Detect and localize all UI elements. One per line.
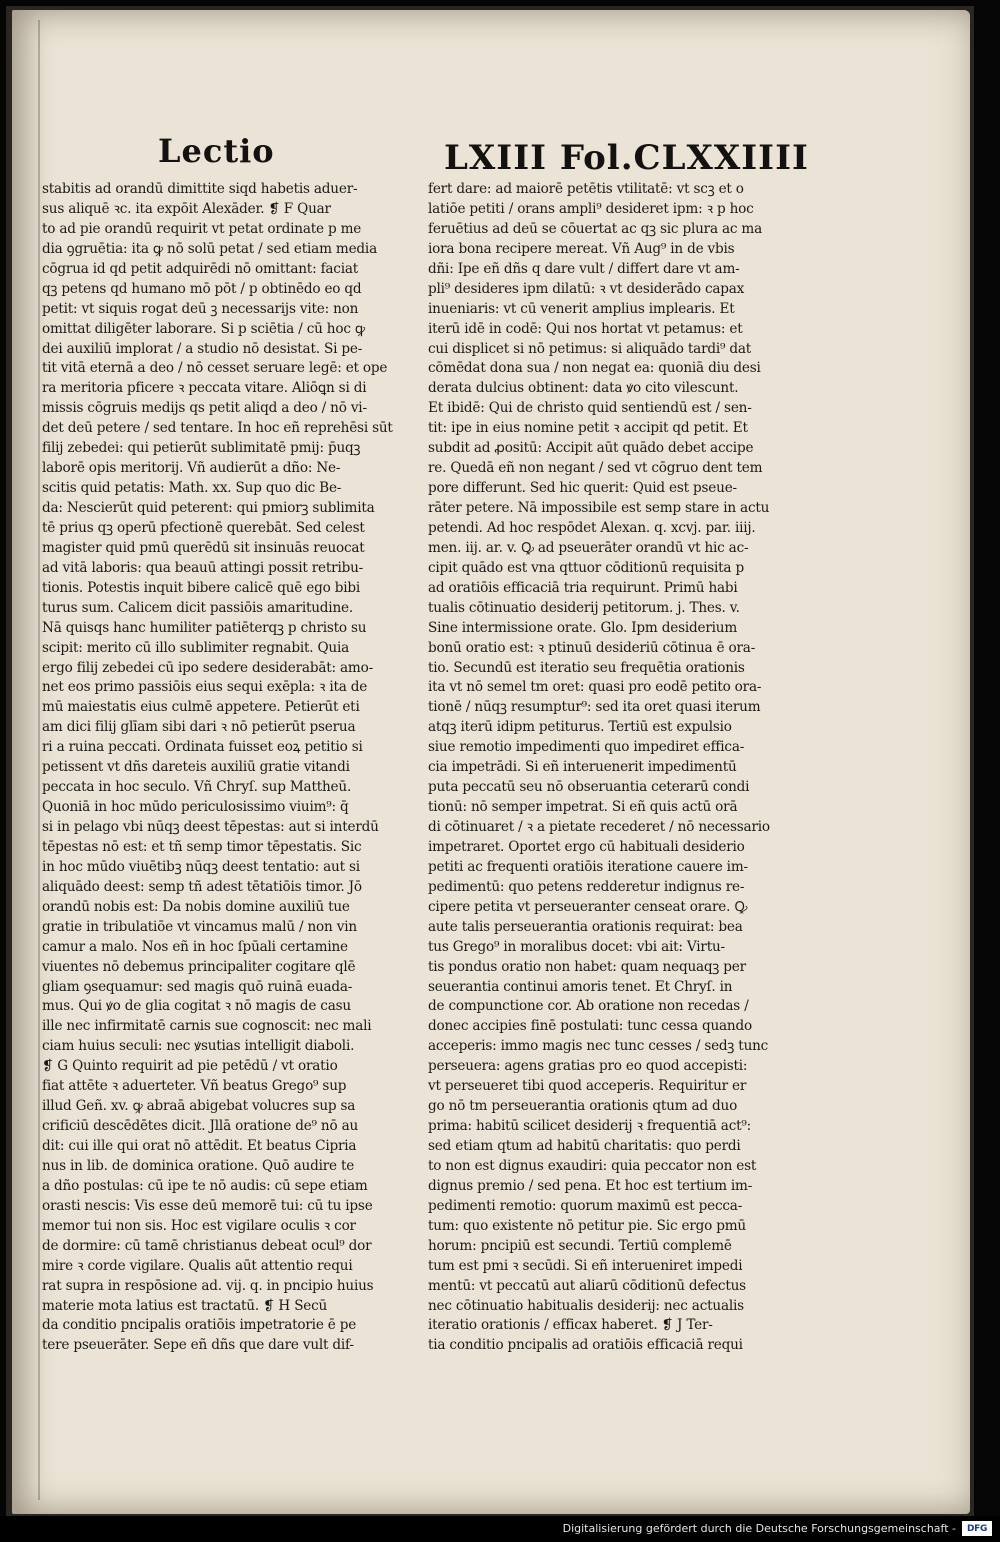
left-column-line: fiat attēte ꝛ aduerteter. Vñ beatus Grego⁹ sup (42, 1078, 347, 1095)
left-column-line: illud Geñ. xv. ꝙ abraā abigebat volucres sup sa (42, 1098, 356, 1115)
left-column-line: tit vitā eternā a deo / nō cesset seruare legē: et ope (42, 360, 388, 377)
right-column-line: pedimentū: quo petens redderetur indignus re- (428, 878, 745, 895)
left-column-line: dia ꝯgruētia: ita ꝙ nō solū petat / sed etiam media (42, 240, 377, 257)
left-column-line: aliquādo deest: semp tñ adest tētatiōis timor. Jō (42, 878, 362, 895)
footer-credit: Digitalisierung gefördert durch die Deutsche Forschungsgemeinschaft - (562, 1522, 956, 1535)
left-column-line: ciam huius seculi: nec ꝟsutias intelligit diaboli. (42, 1038, 355, 1055)
right-column-line: cipit quādo est vna qttuor cōditionū requisita p (428, 559, 744, 576)
right-column-line: dñi: Ipe eñ dñs q dare vult / differt dare vt am- (428, 260, 740, 277)
right-column-line: prima: habitū scilicet desiderij ꝛ frequentiā act⁹: (428, 1118, 752, 1135)
text-column-left (42, 180, 402, 1356)
left-column-line: si in pelago vbi nūqꝫ deest tēpestas: aut si interdū (42, 819, 379, 835)
right-column-line: petendi. Ad hoc respōdet Alexan. q. xcvj. par. iiij. (428, 519, 756, 536)
right-column-line: pli⁹ desideres ipm dilatū: ꝛ vt desiderādo capax (428, 280, 745, 297)
left-column-line: orandū nobis est: Da nobis domine auxiliū tue (42, 898, 350, 915)
left-column-line: mire ꝛ corde vigilare. Qualis aūt attentio requi (42, 1257, 353, 1274)
left-column-line: nus in lib. de dominica oratione. Quō audire te (42, 1157, 355, 1174)
left-column-line: ad vitā laboris: qua beauū attingi possit retribu- (42, 559, 364, 576)
right-column-line: Et ibidē: Qui de christo quid sentiendū est / sen- (428, 400, 752, 417)
dfg-logo (962, 1521, 992, 1536)
page-fold-edge (38, 20, 40, 1500)
right-column-line: iterū idē in codē: Qui nos hortat vt petamus: et (428, 320, 743, 337)
right-column-line: tualis cōtinuatio desiderij petitorum. j. Thes. v. (428, 599, 740, 616)
right-column-line: pedimenti remotio: quorum maximū est pecca- (428, 1197, 743, 1214)
left-column-line: ❡ G Quinto requirit ad pie petēdū / vt oratio (42, 1058, 338, 1075)
left-column-line: da: Nescierūt quid peterent: qui pmiorꝫ sublimita (42, 500, 375, 516)
left-column-line: stabitis ad orandū dimittite siqd habetis aduer- (42, 181, 358, 197)
left-column-line: scitis quid petatis: Math. xx. Sup quo dic Be- (42, 480, 342, 497)
left-column-line: de dormire: cū tamē christianus debeat ocul⁹ dor (42, 1237, 372, 1254)
left-column-line: materie mota latius est tractatū. ❡ H Secū (42, 1297, 328, 1314)
right-column-line: ad oratiōis efficaciā tria requirunt. Primū habi (428, 579, 738, 596)
right-column-line: tionē / nūqꝫ resumptur⁹: sed ita oret quasi iterum (428, 699, 761, 716)
right-column-line: tus Grego⁹ in moralibus docet: vbi ait: Virtu- (428, 938, 725, 955)
left-column-line: qꝫ petens qd humano mō pōt / p obtinēdo eo qd (42, 280, 362, 297)
left-column-line: gliam ꝯsequamur: sed magis quō ruinā euada- (42, 978, 353, 995)
left-column-line: net eos primo passiōis eius sequi exēpla: ꝛ ita de (42, 679, 368, 696)
left-column-line: petit: vt siquis rogat deū ꝫ necessarijs vite: non (42, 300, 359, 317)
right-column-line: iora bona recipere mereat. Vñ Aug⁹ in de vbis (428, 240, 735, 257)
left-column-line: mū maiestatis eius culmē appetere. Petierūt eti (42, 699, 360, 716)
right-column-line: petiti ac frequenti oratiōis iteratione cauere im- (428, 858, 748, 875)
running-header-folio: LXIII Fol.CLXXIIII (444, 138, 809, 178)
right-column-line: rāter petere. Nā impossibile est semp stare in actu (428, 500, 770, 516)
left-column-line: tē prius qꝫ operū pfectionē querebāt. Sed celest (42, 519, 365, 536)
right-column-line: atqꝫ iterū idipm petiturus. Tertiū est expulsio (428, 719, 732, 736)
left-column-line: da conditio pncipalis oratiōis impetratorie ē pe (42, 1317, 357, 1334)
left-column-line: camur a malo. Nos eñ in hoc ſpūali certamine (42, 938, 348, 955)
left-column-line: peccata in hoc seculo. Vñ Chryſ. sup Mattheū. (42, 779, 352, 796)
right-column-line: cia impetrādi. Si eñ interuenerit impedimentū (428, 759, 737, 776)
left-column-line: petissent vt dñs dareteis auxiliū gratie vitandi (42, 759, 350, 776)
left-column-line: sus aliquē ꝛc. ita expōit Alexāder. ❡ F Quar (42, 200, 331, 217)
left-column-line: tionis. Potestis inquit bibere calicē quē ego bibi (42, 579, 361, 596)
right-column-line: perseuera: agens gratias pro eo quod accepisti: (428, 1058, 748, 1075)
right-column-line: tit: ipe in eius nomine petit ꝛ accipit qd petit. Et (428, 420, 748, 437)
right-column-line: feruētius ad deū se cōuertat ac qꝫ sic plura ac ma (428, 220, 763, 237)
left-column-line: orasti nescis: Vis esse deū memorē tui: cū tu ipse (42, 1197, 373, 1214)
right-column-line: pore differunt. Sed hic querit: Quid est pseue- (428, 480, 737, 497)
right-column-line: puta peccatū seu nō obseruantia ceterarū condi (428, 779, 750, 796)
left-column-line: a dño postulas: cū ipe te nō audis: cū sepe etiam (42, 1177, 368, 1194)
left-column-line: tēpestas nō est: et tñ semp timor tēpestatis. Sic (42, 838, 362, 855)
right-column-line: derata dulcius obtinent: data ꝟo cito vilescunt. (428, 380, 739, 397)
right-column-line: latiōe petiti / orans ampli⁹ desideret ipm: ꝛ p hoc (428, 200, 754, 217)
right-column-line: iteratio orationis / efficax haberet. ❡ J Ter- (428, 1317, 713, 1334)
right-column-line: impetraret. Oportet ergo cū habituali desiderio (428, 838, 745, 855)
left-column-line: Quoniā in hoc mūdo periculosissimo viuim⁹: q̄ (42, 799, 349, 816)
left-column-line: memor tui non sis. Hoc est vigilare oculis ꝛ cor (42, 1217, 356, 1234)
right-column-line: mentū: vt peccatū aut aliarū cōditionū defectus (428, 1277, 746, 1294)
running-header-left: Lectio (158, 132, 275, 170)
right-column-line: inueniaris: vt cū venerit amplius implearis. Et (428, 300, 735, 317)
right-column-line: tio. Secundū est iteratio seu frequētia orationis (428, 659, 745, 676)
right-column-line: acceperis: immo magis nec tunc cesses / sedꝫ tunc (428, 1038, 769, 1055)
right-column-line: donec accipies finē postulati: tunc cessa quando (428, 1018, 752, 1035)
left-column-line: laborē opis meritorij. Vñ audierūt a dño: Ne- (42, 460, 341, 477)
left-column-line: missis cōgruis medijs qs petit aliqd a deo / nō vi- (42, 400, 367, 417)
right-column-line: siue remotio impedimenti quo impediret effica- (428, 739, 745, 756)
left-column-line: magister quid pmū querēdū sit insinuās reuocat (42, 539, 365, 556)
left-column-line: gratie in tribulatiōe vt vincamus malū / non vin (42, 918, 357, 935)
right-column-line: to non est dignus exaudiri: quia peccator non est (428, 1157, 757, 1174)
left-column-line: ra meritoria pficere ꝛ peccata vitare. Aliōꝗn si di (42, 380, 367, 397)
left-column-line: det deū petere / sed tentare. In hoc eñ reprehēsi sūt (42, 420, 393, 437)
left-column-line: rat supra in respōsione ad. vij. q. in pncipio huius (42, 1277, 374, 1294)
left-column-line: ri a ruina peccati. Ordinata fuisset eoꝝ petitio si (42, 739, 363, 756)
right-column-line: tum: quo existente nō petitur pie. Sic ergo pmū (428, 1217, 746, 1234)
right-column-line: seuerantia continui amoris tenet. Et Chryſ. in (428, 978, 733, 995)
right-column-line: cui displicet si nō petimus: si aliquādo tardi⁹ dat (428, 340, 752, 357)
right-column-line: cipere petita vt perseueranter censeat orare. Ꝙ (428, 898, 748, 915)
right-column-line: vt perseueret tibi quod acceperis. Requiritur er (428, 1078, 747, 1095)
left-column-line: in hoc mūdo viuētibꝫ nūqꝫ deest tentatio: aut si (42, 858, 360, 875)
right-column-line: aute talis perseuerantia orationis requirat: bea (428, 918, 743, 935)
right-column-line: nec cōtinuatio habitualis desiderij: nec actualis (428, 1297, 744, 1314)
left-column-line: ergo filij zebedei cū ipo sedere desiderabāt: amo- (42, 659, 373, 676)
left-column-line: dit: cui ille qui orat nō attēdit. Et beatus Cipria (42, 1138, 357, 1154)
right-column-line: men. iij. ar. v. Ꝙ ad pseuerāter orandū vt hic ac- (428, 539, 749, 556)
left-column-line: to ad pie orandū requirit vt petat ordinate p me (42, 220, 362, 237)
right-column-line: cōmēdat dona sua / non negat ea: quoniā diu desi (428, 360, 761, 377)
right-column-line: ita vt nō semel tm oret: quasi pro eodē petito ora- (428, 679, 762, 696)
right-column-line: go nō tm perseuerantia orationis qtum ad duo (428, 1098, 738, 1115)
right-column-line: horum: pncipiū est secundi. Tertiū complemē (428, 1237, 732, 1254)
left-column-line: scipit: merito cū illo sublimiter regnabit. Quia (42, 639, 350, 656)
dfg-logo-text: DFG (966, 1523, 988, 1534)
left-column-line: filij zebedei: qui petierūt sublimitatē pmij: p̄uqꝫ (42, 440, 361, 457)
right-column-line: tum est pmi ꝛ secūdi. Si eñ interueniret impedi (428, 1257, 743, 1274)
right-column-line: sed etiam qtum ad habitū charitatis: quo perdi (428, 1138, 741, 1154)
left-column-line: turus sum. Calicem dicit passiōis amaritudine. (42, 599, 353, 616)
left-column-line: tere pseuerāter. Sepe eñ dñs que dare vult dif- (42, 1337, 354, 1354)
right-column-line: tis pondus oratio non habet: quam nequaqꝫ per (428, 958, 746, 975)
right-column-line: subdit ad ꝓositū: Accipit aūt quādo debet accipe (428, 440, 754, 457)
left-column-line: Nā quisqs hanc humiliter patiēterqꝫ p christo su (42, 619, 367, 636)
left-column-line: am dici filij glīam sibi dari ꝛ nō petierūt pserua (42, 719, 356, 736)
right-column-line: dignus premio / sed pena. Et hoc est tertium im- (428, 1177, 753, 1194)
left-column-line: crificiū descēdētes dicit. Jllā oratione de⁹ nō au (42, 1118, 359, 1135)
right-column-line: re. Quedā eñ non negant / sed vt cōgruo dent tem (428, 460, 763, 477)
right-column-line: tionū: nō semper impetrat. Si eñ quis actū orā (428, 799, 738, 816)
left-column-line: ille nec infirmitatē carnis sue cognoscit: nec mali (42, 1018, 372, 1035)
right-column-line: bonū oratio est: ꝛ ptinuū desideriū cōtinua ē ora- (428, 639, 756, 656)
right-column-line: fert dare: ad maiorē petētis vtilitatē: vt scꝫ et o (428, 181, 744, 197)
left-column-line: omittat diligēter laborare. Si p sciētia / cū hoc ꝙ (42, 320, 365, 337)
right-column-line: tia conditio pncipalis ad oratiōis efficaciā requi (428, 1337, 743, 1354)
footer-bar (0, 1516, 1000, 1542)
text-column-right (428, 180, 776, 1356)
left-column-line: mus. Qui ꝟo de glia cogitat ꝛ nō magis de casu (42, 998, 351, 1015)
right-column-line: de compunctione cor. Ab oratione non recedas / (428, 998, 749, 1015)
right-column-line: Sine intermissione orate. Glo. Ipm desiderium (428, 619, 738, 636)
left-column-line: dei auxiliū implorat / a studio nō desistat. Si pe- (42, 340, 363, 357)
left-column-line: viuentes nō debemus principaliter cogitare qlē (42, 958, 356, 975)
right-column-line: di cōtinuaret / ꝛ a pietate recederet / nō necessario (428, 819, 770, 835)
left-column-line: cōgrua id qd petit adquirēdi nō omittant: faciat (42, 260, 359, 277)
